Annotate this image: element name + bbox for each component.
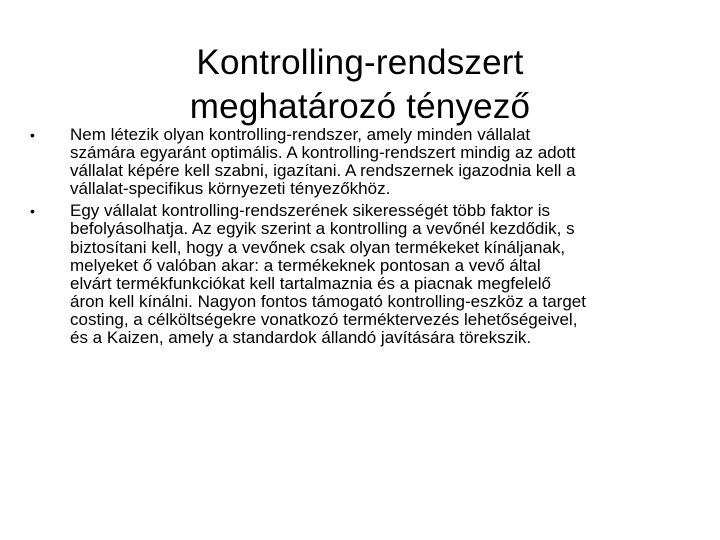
bullet-dot-icon: • bbox=[30, 127, 35, 143]
bullet-text-2: Egy vállalat kontrolling-rendszerének sikerességét több faktor is befolyásolhatja. Az egyik szerint a kontrolling a vevőnél kezdődik, s biztosítani kell, hogy a vevőnek csak olyan termékeket kínáljanak, melyeket ő valóban akar: a termékeknek pontosan a vevő által elvárt termékfunkciókat kell tartalmaznia és a piacnak megfelelő áron kell kínálni. Nagyon fontos támogató kontrolling-eszköz a target costing, a célköltségekre vonatkozó terméktervezés lehetőségeivel, és a Kaizen, amely a standardok állandó javítására törekszik. bbox=[70, 201, 586, 348]
bullet-list bbox=[30, 126, 690, 351]
slide-title bbox=[110, 41, 610, 129]
bullet-text-1: Nem létezik olyan kontrolling-rendszer, amely minden vállalat számára egyaránt optimális. A kontrolling-rendszert mindig az adott vállalat képére kell szabni, igazítani. A rendszernek igazodnia kell a vállalat-specifikus környezeti tényezőkhöz. bbox=[70, 125, 576, 199]
bullet-dot-icon: • bbox=[30, 203, 35, 220]
bullet-item-2 bbox=[30, 202, 690, 347]
slide-title-line-1: Kontrolling-rendszert bbox=[196, 43, 524, 83]
slide-title-line-2: meghatározó tényező bbox=[189, 87, 531, 127]
bullet-item-1 bbox=[30, 126, 690, 198]
